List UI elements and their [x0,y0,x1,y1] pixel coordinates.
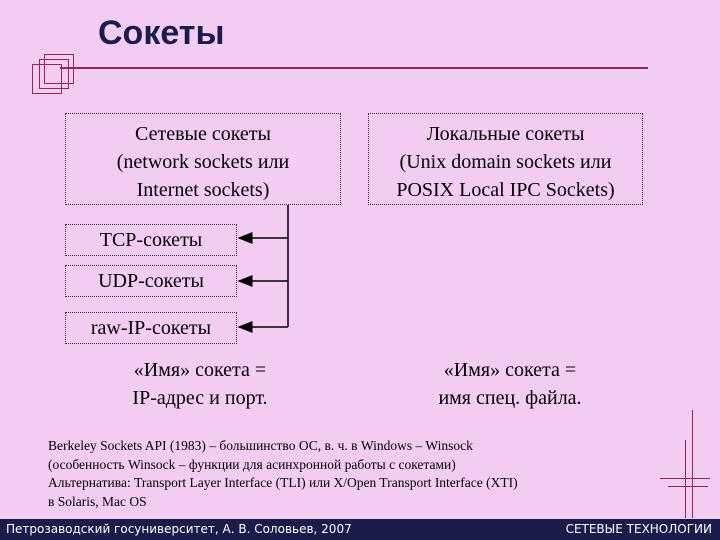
network-name-line-1: «Имя» сокета = [133,359,267,381]
tcp-sockets-label: TCP-сокеты [99,229,203,251]
network-socket-name-caption [90,356,310,412]
local-socket-name-caption [400,356,620,412]
note-line-4: в Solaris, Mac OS [48,493,147,509]
raw-ip-sockets-label: raw-IP-сокеты [90,317,212,339]
note-line-3: Альтернатива: Transport Layer Interface (TLI) или X/Open Transport Interface (XTI) [48,475,518,490]
footer-author: Петрозаводский госуниверситет, А. В. Соловьев, 2007 [6,522,352,536]
local-name-line-1: «Имя» сокета = [443,359,577,381]
footer-bar [0,519,720,540]
udp-sockets-label: UDP-сокеты [98,270,204,292]
note-line-2: (особенность Winsock – функции для асинхронной работы с сокетами) [48,456,456,472]
page-title: Сокеты [98,14,225,52]
network-box-line-2: (network sockets или [116,151,290,173]
footer-course: СЕТЕВЫЕ ТЕХНОЛОГИИ [565,522,712,536]
local-name-line-2: имя спец. файла. [438,387,582,409]
local-box-line-3: POSIX Local IPC Sockets) [396,179,615,201]
network-name-line-2: IP-адрес и порт. [132,387,268,409]
note-line-1: Berkeley Sockets API (1983) – большинство ОС, в. ч. в Windows – Winsock [48,438,473,453]
local-box-line-2: (Unix domain sockets или [399,151,612,173]
network-box-line-3: Internet sockets) [136,179,270,201]
network-box-line-1: Сетевые сокеты [135,123,271,145]
api-notes [48,437,518,511]
local-box-line-1: Локальные сокеты [426,123,585,145]
